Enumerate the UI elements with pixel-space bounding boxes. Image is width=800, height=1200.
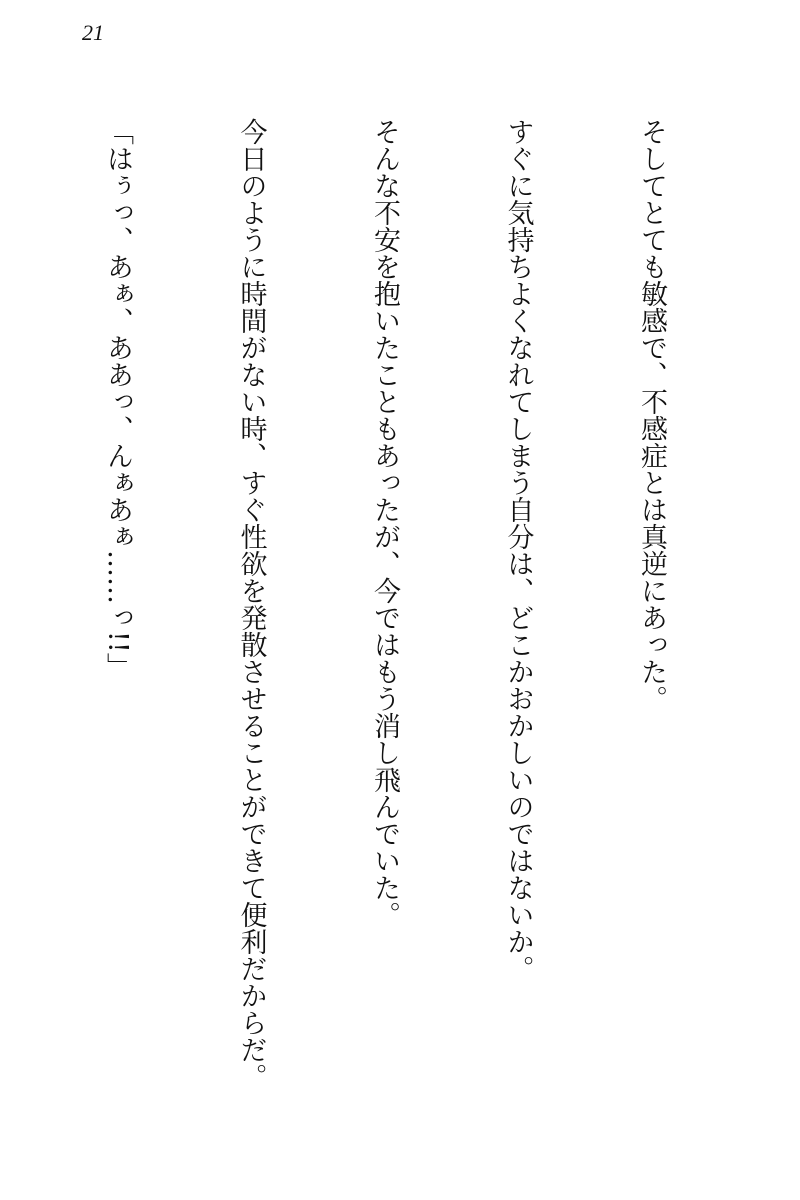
text-line: 今日のように時間がない時、すぐ性欲を発散させることができて便利だからだ。 <box>235 118 267 1090</box>
text-line: 「はぅっ、あぁ、ああっ、んぁあぁ……っ!!」 <box>102 118 133 680</box>
page-number: 21 <box>82 20 104 45</box>
vertical-body-text <box>0 118 762 1158</box>
text-line: すぐに気持ちよくなれてしまう自分は、どこかおかしいのではないか。 <box>502 118 534 982</box>
text-line: そんな不安を抱いたこともあったが、今ではもう消し飛んでいた。 <box>369 118 400 928</box>
text-line <box>0 118 6 1158</box>
text-line: そしてとても敏感で、不感症とは真逆にあった。 <box>636 118 667 712</box>
